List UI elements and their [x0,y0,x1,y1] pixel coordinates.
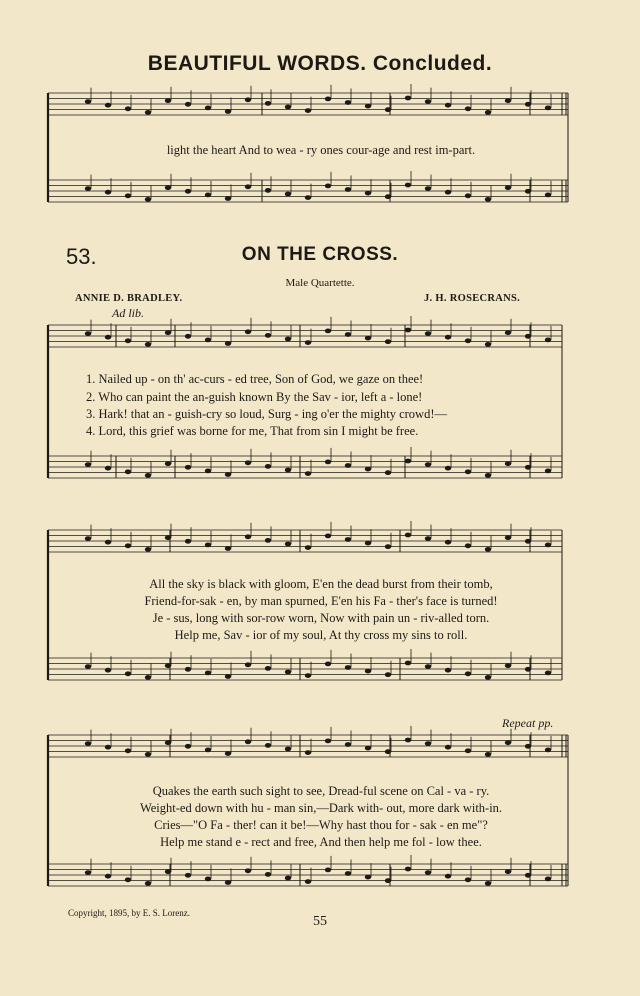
repeat-marking: Repeat pp. [502,716,554,730]
hymn-title: ON THE CROSS. [241,244,399,265]
lyric-verse-3-line-3: Cries—"O Fa - ther! can it be!—Why hast thou for - sak - en me"? [154,818,488,832]
lyric-verse-1-line-2: All the sky is black with gloom, E'en the dead burst from their tomb, [149,577,493,591]
lyric-verse-4-line-3: Help me stand e - rect and free, And then help me fol - low thee. [160,835,482,849]
lyric-verse-1-line-3: Quakes the earth such sight to see, Dread-ful scene on Cal - va - ry. [152,784,490,798]
lyric-verse-2-line-3: Weight-ed down with hu - man sin,—Dark with- out, more dark with-in. [139,801,503,815]
hymn-author: ANNIE D. BRADLEY. [75,293,183,304]
lyric-verse-2-line-2: Friend-for-sak - en, by man spurned, E'en his Fa - ther's face is turned! [144,594,498,608]
previous-hymn-title: BEAUTIFUL WORDS. Concluded. [147,52,493,75]
lyric-verse-3-line-1: 3. Hark! that an - guish-cry so loud, Surg - ing o'er the mighty crowd!— [86,407,447,421]
previous-hymn-lyric: light the heart And to wea - ry ones cour-age and rest im-part. [166,143,476,157]
hymn-subtitle: Male Quartette. [285,277,355,289]
lyric-verse-1-line-1: 1. Nailed up - on th' ac-curs - ed tree, Son of God, we gaze on thee! [86,372,424,386]
hymn-composer: J. H. ROSECRANS. [424,293,521,304]
hymn-number: 53. [66,244,97,269]
lyric-verse-2-line-1: 2. Who can paint the an-guish known By the Sav - ior, left a - lone! [86,390,423,404]
lyric-verse-4-line-1: 4. Lord, this grief was borne for me, That from sin I might be free. [86,424,419,438]
lyric-verse-3-line-2: Je - sus, long with sor-row worn, Now with pain un - riv-alled torn. [152,611,490,625]
lyric-verse-4-line-2: Help me, Sav - ior of my soul, At thy cross my sins to roll. [174,628,468,642]
tempo-marking: Ad lib. [112,306,144,320]
copyright-notice: Copyright, 1895, by E. S. Lorenz. [68,908,190,918]
page-number: 55 [313,914,327,929]
